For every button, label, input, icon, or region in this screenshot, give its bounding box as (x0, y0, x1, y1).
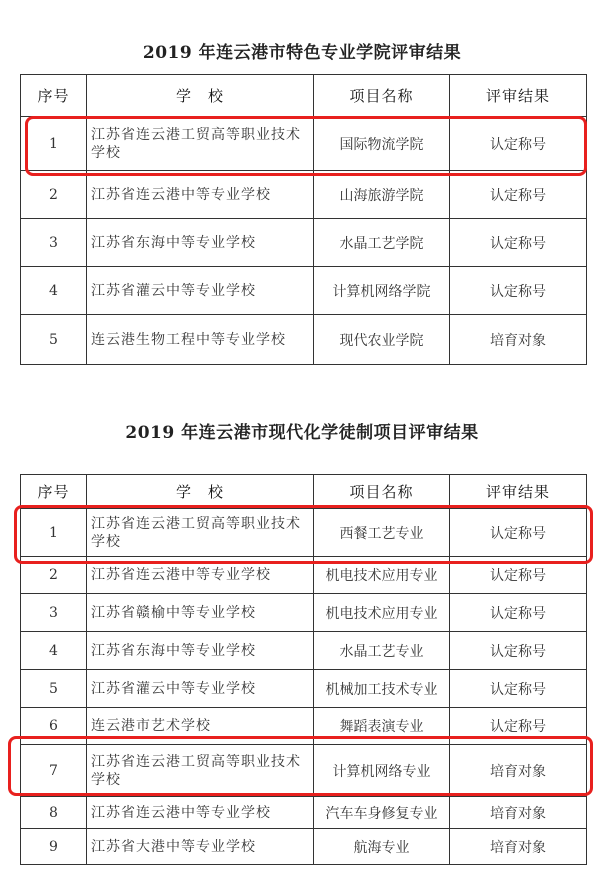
cell-project: 现代农业学院 (314, 315, 450, 365)
cell-index: 8 (21, 797, 87, 829)
cell-result: 认定称号 (450, 267, 587, 315)
cell-project: 机械加工技术专业 (314, 670, 450, 708)
table-row (21, 171, 587, 219)
cell-result: 认定称号 (450, 117, 587, 171)
cell-result: 认定称号 (450, 594, 587, 632)
cell-project: 汽车车身修复专业 (314, 797, 450, 829)
cell-school: 江苏省连云港工贸高等职业技术学校 (87, 509, 314, 557)
cell-result: 培育对象 (450, 829, 587, 865)
table-row (21, 557, 587, 594)
cell-result: 培育对象 (450, 315, 587, 365)
cell-project: 舞蹈表演专业 (314, 708, 450, 745)
table-row (21, 670, 587, 708)
table2-header-row (21, 475, 587, 509)
cell-result: 认定称号 (450, 557, 587, 594)
cell-result: 培育对象 (450, 745, 587, 797)
cell-index: 3 (21, 219, 87, 267)
cell-result: 认定称号 (450, 509, 587, 557)
cell-index: 2 (21, 557, 87, 594)
header-index: 序号 (21, 75, 87, 117)
cell-school: 江苏省东海中等专业学校 (87, 219, 314, 267)
cell-project: 计算机网络专业 (314, 745, 450, 797)
cell-result: 认定称号 (450, 171, 587, 219)
cell-school: 连云港生物工程中等专业学校 (87, 315, 314, 365)
table1 (20, 74, 587, 365)
table-row (21, 829, 587, 865)
cell-school: 江苏省大港中等专业学校 (87, 829, 314, 865)
cell-index: 1 (21, 117, 87, 171)
cell-result: 培育对象 (450, 797, 587, 829)
cell-project: 计算机网络学院 (314, 267, 450, 315)
cell-project: 水晶工艺专业 (314, 632, 450, 670)
cell-index: 1 (21, 509, 87, 557)
cell-index: 4 (21, 267, 87, 315)
table-row (21, 219, 587, 267)
table2 (20, 474, 587, 865)
header-index: 序号 (21, 475, 87, 509)
cell-project: 山海旅游学院 (314, 171, 450, 219)
cell-index: 6 (21, 708, 87, 745)
table-row (21, 797, 587, 829)
cell-school: 江苏省连云港工贸高等职业技术学校 (87, 117, 314, 171)
table-row (21, 267, 587, 315)
table-row (21, 594, 587, 632)
cell-school: 江苏省连云港中等专业学校 (87, 171, 314, 219)
table-row (21, 117, 587, 171)
cell-project: 机电技术应用专业 (314, 594, 450, 632)
header-result: 评审结果 (450, 75, 587, 117)
header-project: 项目名称 (314, 75, 450, 117)
cell-project: 西餐工艺专业 (314, 509, 450, 557)
cell-project: 航海专业 (314, 829, 450, 865)
cell-school: 江苏省东海中等专业学校 (87, 632, 314, 670)
cell-result: 认定称号 (450, 632, 587, 670)
cell-index: 5 (21, 315, 87, 365)
table1-title: 2019 年连云港市特色专业学院评审结果 (142, 43, 462, 63)
table-row (21, 708, 587, 745)
cell-school: 江苏省连云港工贸高等职业技术学校 (87, 745, 314, 797)
table-row (21, 509, 587, 557)
table1-header-row (21, 75, 587, 117)
cell-index: 5 (21, 670, 87, 708)
cell-result: 认定称号 (450, 708, 587, 745)
cell-school: 连云港市艺术学校 (87, 708, 314, 745)
cell-school: 江苏省连云港中等专业学校 (87, 797, 314, 829)
cell-school: 江苏省灌云中等专业学校 (87, 267, 314, 315)
cell-school: 江苏省灌云中等专业学校 (87, 670, 314, 708)
cell-index: 3 (21, 594, 87, 632)
table-row (21, 315, 587, 365)
cell-result: 认定称号 (450, 670, 587, 708)
header-result: 评审结果 (450, 475, 587, 509)
header-school: 学 校 (87, 75, 314, 117)
table-row (21, 745, 587, 797)
header-school: 学 校 (87, 475, 314, 509)
table-row (21, 632, 587, 670)
cell-project: 国际物流学院 (314, 117, 450, 171)
cell-project: 机电技术应用专业 (314, 557, 450, 594)
cell-index: 2 (21, 171, 87, 219)
header-project: 项目名称 (314, 475, 450, 509)
cell-index: 4 (21, 632, 87, 670)
cell-project: 水晶工艺学院 (314, 219, 450, 267)
cell-school: 江苏省赣榆中等专业学校 (87, 594, 314, 632)
cell-index: 9 (21, 829, 87, 865)
table2-title: 2019 年连云港市现代化学徒制项目评审结果 (125, 423, 479, 443)
cell-school: 江苏省连云港中等专业学校 (87, 557, 314, 594)
cell-index: 7 (21, 745, 87, 797)
cell-result: 认定称号 (450, 219, 587, 267)
